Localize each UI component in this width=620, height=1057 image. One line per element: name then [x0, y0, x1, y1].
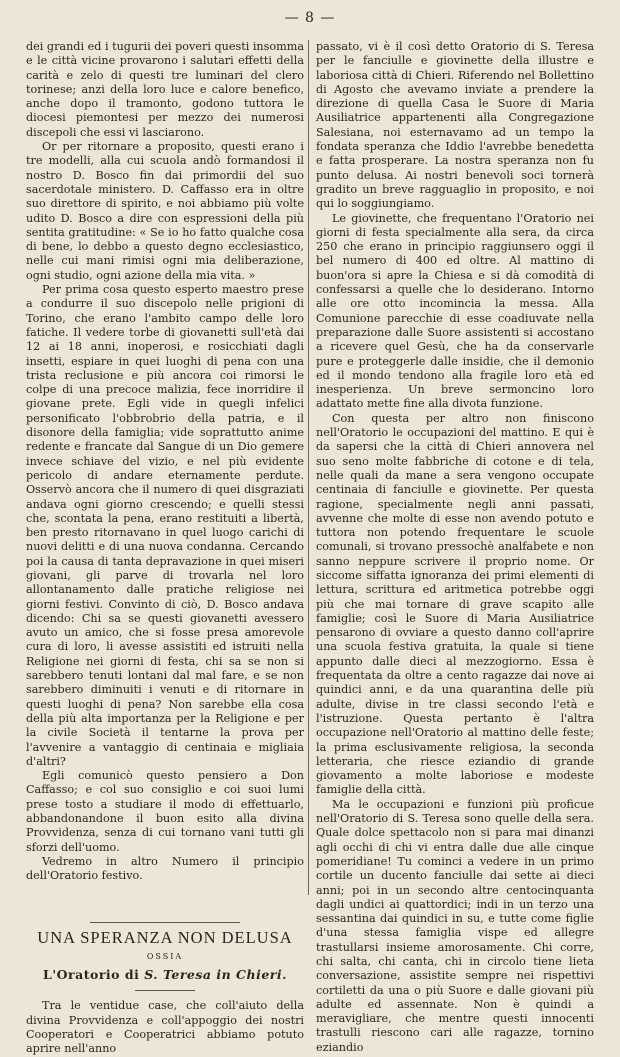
page-number: — 8 —	[284, 10, 336, 26]
subtitle-rule	[135, 990, 195, 991]
left-paragraph: Egli comunicò questo pensiero a Don Caffasso; e col suo consiglio e coi suoi lumi prese tosto a studiare il modo di effettuarlo, abbandonandone il buon esito alla divina Provvidenza, senza di cui tornano vani tutti gli sforzi dell'uomo.	[26, 769, 304, 854]
article-ossia: OSSIA	[146, 951, 184, 961]
right-paragraph: Ma le occupazioni e funzioni più proficue nell'Oratorio di S. Teresa sono quelle della sera. Quale dolce spettacolo non si para mai dinanzi agli occhi di chi vi entra dalle due alle cinque pomeridiane! Tu cominci a vedere in un primo cortile un ducento fanciulle dai sette ai dieci anni; poi in un secondo altre centocinquanta dagli undici ai quattordici; indi in un terzo una sessantina dai quindici in su, e tutte come figlie d'una stessa famiglia vispe ed allegre trastullarsi insieme amorosamente. Chi corre, chi salta, chi canta, chi in circolo tiene lieta conversazione, assistite sempre nei rispettivi cortiletti da una o più Suore e dalle giovani più adulte ed assennate. Non è quindi a meravigliare, che mentre questi innocenti trastulli riescono cari alle ragazze, tornino eziandio	[316, 797, 594, 1054]
left-column	[26, 40, 304, 1057]
header-rule	[90, 922, 240, 923]
article-header	[26, 922, 304, 992]
left-paragraph: Per prima cosa questo esperto maestro prese a condurre il suo discepolo nelle prigioni di Torino, che erano l'ambito campo delle loro fatiche. Il vedere torbe di giovanetti sull'età dai 12 ai 18 anni, inoperosi, e rosicchiati dagli insetti, espiare in quei luoghi di pena con una trista reclusione e più ancora coi rimorsi le colpe di una precoce malizia, fece inorridire il giovane prete. Egli vide in quegli infelici personificato l'obbrobrio della patria, e il disonore della famiglia; vide soprattutto anime redente e francate dal Sangue di un Dio gemere invece schiave del vizio, e nel più evidente pericolo di andare eternamente perdute. Osservò ancora che il numero di quei disgraziati andava ogni giorno crescendo; e quelli stessi che, scontata la pena, erano restituiti a libertà, ben presto ritornavano in quel luogo carichi di nuovi delitti e di una nuova condanna. Cercando poi la causa di tanta depravazione in quei miseri giovani, gli parve di trovarla nel loro allontanamento dalle pratiche religiose nei giorni festivi. Convinto di ciò, D. Bosco andava dicendo: Chi sa se questi giovanetti avessero avuto un amico, che si fosse presa amorevole cura di loro, li avesse assistiti ed istruiti nella Religione nei giorni di festa, chi sa se non si sarebbero tenuti lontani dal mal fare, e se non sarebbero diminuiti i venuti e di ritornare in questi luoghi di pena? Non sarebbe ella cosa della più alta importanza per la Religione e per la civile Società il tentarne la prova per l'avvenire a vantaggio di centinaia e migliaia d'altri?	[26, 283, 304, 768]
right-column	[316, 40, 594, 1055]
article-title: UNA SPERANZA NON DELUSA	[37, 927, 293, 947]
column-divider	[308, 40, 309, 895]
article-subtitle	[26, 968, 304, 982]
article-subtitle-a: L'Oratorio di	[43, 967, 140, 983]
left-paragraph: Vedremo in altro Numero il principio dell'Oratorio festivo.	[26, 854, 304, 883]
article-subtitle-b: S. Teresa in Chieri.	[144, 967, 287, 983]
right-paragraph: Le giovinette, che frequentano l'Oratorio nei giorni di festa specialmente alla sera, da circa 250 che erano in principio raggiunsero oggi il bel numero di 400 ed oltre. Al mattino di buon'ora si apre la Chiesa e si dà comodità di confessarsi a quelle che lo desiderano. Intorno alle ore otto incomincia la messa. Alla Comunione parecchie di esse coadiuvate nella preparazione dalle Suore assistenti si accostano a ricevere quel Gesù, che ha da conservarle pure e proteggerle dalle insidie, che il demonio ed il mondo tendono alla fragile loro età ed inesperienza. Un breve sermoncino loro adattato mette fine alla divota funzione.	[316, 211, 594, 411]
left-paragraph: Or per ritornare a proposito, questi erano i tre modelli, alla cui scuola andò formandosi il nostro D. Bosco fin dai primordii del suo sacerdotale ministero. D. Caffasso era in oltre suo direttore di spirito, e noi abbiamo più volte udito D. Bosco a dire con espressioni della più sentita gratitudine: « Se io ho fatto qualche cosa di bene, lo debbo a questo degno ecclesiastico, nelle cui mani rimisi ogni mia deliberazione, ogni studio, ogni azione della mia vita. »	[26, 140, 304, 282]
right-paragraph: passato, vi è il così detto Oratorio di S. Teresa per le fanciulle e giovinette della illustre e laboriosa città di Chieri. Riferendo nel Bollettino di Agosto che avevamo inviate a prendere la direzione di quella Casa le Suore di Maria Ausiliatrice appartenenti alla Congregazione Salesiana, noi esternavamo ad un tempo la fondata speranza che Iddio l'avrebbe benedetta e fatta prosperare. La nostra speranza non fu punto delusa. Ai nostri benevoli soci tornerà gradito un breve ragguaglio in proposito, e noi qui lo soggiungiamo.	[316, 40, 594, 211]
right-paragraph: Con questa per altro non finiscono nell'Oratorio le occupazioni del mattino. E qui è da sapersi che la città di Chieri annovera nel suo seno molte fabbriche di cotone e di tela, nelle quali da mane a sera vengono occupate centinaia di fanciulle e giovinette. Per questa ragione, specialmente negli anni passati, avvenne che molte di esse non avendo potuto e tuttora non potendo frequentare le scuole comunali, si trovano pressochè analfabete e non sanno neppure scrivere il proprio nome. Or siccome siffatta ignoranza dei primi elementi di lettura, scrittura ed aritmetica potrebbe oggi più che mai tornare di grave scapito alle famiglie; così le Suore di Maria Ausiliatrice pensarono di ovviare a questo danno coll'aprire una scuola festiva gratuita, la quale si tiene appunto dalle dieci al mezzogiorno. Essa è frequentata da oltre a cento ragazze dai nove ai quindici anni, e da una quarantina delle più adulte, divise in tre classi secondo l'età e l'istruzione. Questa pertanto è l'altra occupazione nell'Oratorio al mattino delle feste; la prima esclusivamente religiosa, la seconda letteraria, che riesce eziandio di grande giovamento a molte laboriose e modeste famiglie della città.	[316, 411, 594, 797]
left-paragraph: dei grandi ed i tugurii dei poveri questi insomma e le città vicine provarono i salutari effetti della carità e zelo di questi tre luminari del clero torinese; anzi della loro luce e calore benefico, anche dopo il tramonto, godono tuttora le diocesi piemontesi per mezzo dei numerosi discepoli che essi vi lasciarono.	[26, 40, 304, 139]
article-paragraph: Tra le ventidue case, che coll'aiuto della divina Provvidenza e coll'appoggio dei nostri Cooperatori e Cooperatrici abbiamo potuto aprire nell'anno	[26, 999, 304, 1056]
